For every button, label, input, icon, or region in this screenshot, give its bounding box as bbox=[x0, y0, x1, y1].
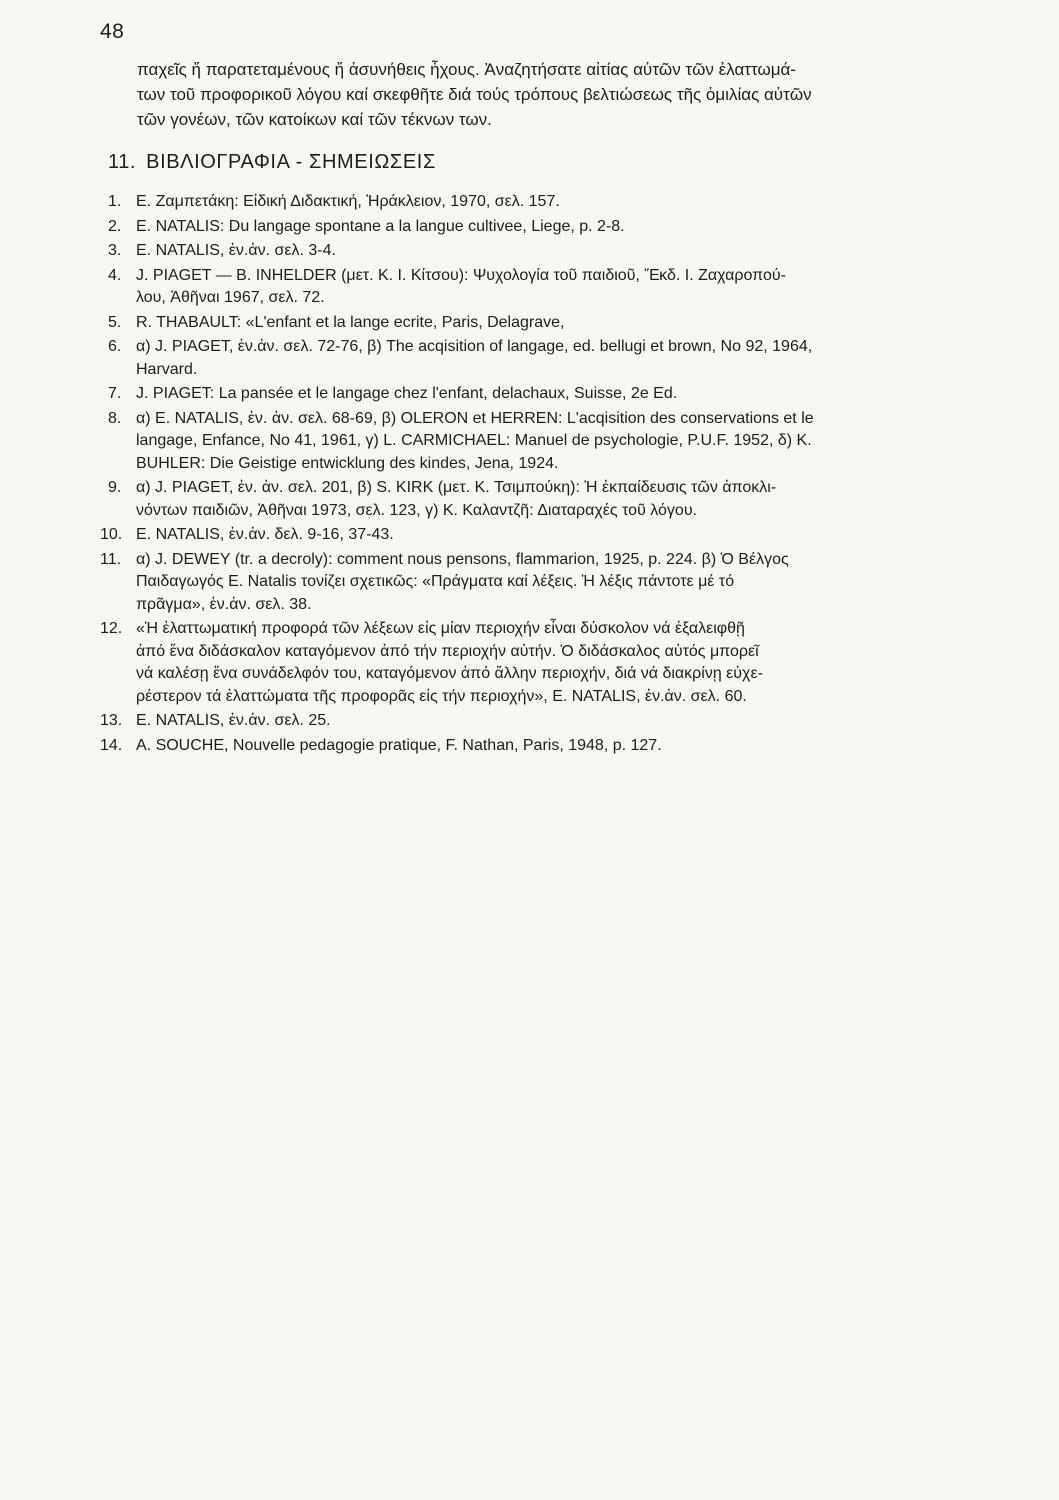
reference-item bbox=[108, 477, 948, 522]
reference-number: 13. bbox=[100, 712, 123, 729]
section-number: 11. bbox=[108, 151, 137, 173]
reference-text-line: E. NATALIS, ἐν.ἀν. σελ. 25. bbox=[136, 712, 331, 729]
reference-number: 8. bbox=[108, 409, 122, 427]
intro-line: τῶν γονέων, τῶν κατοίκων καί τῶν τέκνων των. bbox=[137, 110, 492, 129]
reference-number: 12. bbox=[100, 620, 123, 637]
reference-text-line: E. NATALIS, ἐν.ἀν. σελ. 3-4. bbox=[136, 242, 336, 259]
reference-item bbox=[108, 336, 948, 381]
reference-text-line: νόντων παιδιῶν, Ἀθῆναι 1973, σελ. 123, γ) K. Καλαντζῆ: Διαταραχές τοῦ λόγου. bbox=[136, 501, 698, 519]
reference-number: 5. bbox=[108, 313, 122, 331]
reference-number: 3. bbox=[108, 242, 122, 259]
reference-text-line: langage, Enfance, No 41, 1961, γ) L. CARMICHAEL: Manuel de psychologie, P.U.F. 1952, δ) K. bbox=[136, 432, 812, 449]
reference-number: 9. bbox=[108, 479, 122, 496]
intro-line: των τοῦ προφορικοῦ λόγου καί σκεφθῆτε διά τούς τρόπους βελτιώσεως τῆς ὁμιλίας αὐτῶν bbox=[137, 85, 812, 104]
reference-text-line: E. NATALIS: Du langage spontane a la langue cultivee, Liege, p. 2-8. bbox=[136, 217, 625, 235]
reference-number: 6. bbox=[108, 338, 122, 355]
reference-text-line: Harvard. bbox=[136, 360, 198, 378]
reference-number: 7. bbox=[108, 385, 122, 402]
reference-number: 10. bbox=[100, 526, 123, 543]
reference-list bbox=[100, 191, 948, 759]
reference-text-line: α) E. NATALIS, ἐν. ἀν. σελ. 68-69, β) OLERON et HERREN: L'acqisition des conservations et le bbox=[136, 409, 814, 427]
reference-text-line: A. SOUCHE, Nouvelle pedagogie pratique, F. Nathan, Paris, 1948, p. 127. bbox=[136, 736, 662, 754]
reference-item bbox=[108, 191, 948, 214]
intro-line: παχεῖς ἤ παρατεταμένους ἤ ἀσυνήθεις ἦχους. Ἀναζητήσατε αἰτίας αὐτῶν τῶν ἐλαττωμά- bbox=[137, 60, 797, 79]
reference-number: 1. bbox=[108, 193, 122, 210]
reference-item bbox=[108, 265, 948, 310]
reference-item bbox=[100, 618, 948, 708]
section-heading bbox=[108, 151, 436, 174]
reference-text-line: BUHLER: Die Geistige entwicklung des kindes, Jena, 1924. bbox=[136, 454, 559, 472]
reference-item bbox=[100, 735, 948, 758]
reference-text-line: λου, Ἀθῆναι 1967, σελ. 72. bbox=[136, 289, 325, 306]
reference-text-line: J. PIAGET — B. INHELDER (μετ. K. I. Κίτσου): Ψυχολογία τοῦ παιδιοῦ, Ἔκδ. I. Ζαχαροπού- bbox=[136, 266, 786, 284]
reference-text-line: πρᾶγμα», ἐν.ἀν. σελ. 38. bbox=[136, 595, 312, 613]
reference-number: 11. bbox=[100, 550, 122, 568]
reference-item bbox=[108, 383, 948, 406]
reference-text-line: R. THABAULT: «L'enfant et la lange ecrite, Paris, Delagrave, bbox=[136, 313, 565, 331]
reference-item bbox=[100, 710, 948, 733]
reference-item bbox=[108, 408, 948, 476]
intro-paragraph bbox=[137, 57, 937, 132]
reference-text-line: α) J. PIAGET, ἐν. ἀν. σελ. 201, β) S. KIRK (μετ. K. Τσιμπούκη): Ἡ ἐκπαίδευσις τῶν ἀποκλι- bbox=[136, 479, 777, 496]
reference-text-line: J. PIAGET: La pansée et le langage chez l'enfant, delachaux, Suisse, 2e Ed. bbox=[136, 385, 678, 402]
reference-number: 4. bbox=[108, 266, 122, 284]
section-title: ΒΙΒΛΙΟΓΡΑΦΙΑ - ΣΗΜΕΙΩΣΕΙΣ bbox=[146, 151, 436, 173]
reference-item bbox=[100, 524, 948, 547]
reference-text-line: ἀπό ἕνα διδάσκαλον καταγόμενον ἀπό τήν περιοχήν αὐτήν. Ὁ διδάσκαλος αὐτός μπορεῖ bbox=[136, 642, 759, 660]
reference-item bbox=[108, 240, 948, 263]
reference-text-line: Παιδαγωγός E. Natalis τονίζει σχετικῶς: «Πράγματα καί λέξεις. Ἡ λέξις πάντοτε μέ τό bbox=[136, 573, 735, 590]
reference-text-line: «Ἡ ἐλαττωματική προφορά τῶν λέξεων εἰς μίαν περιοχήν εἶναι δύσκολον νά ἐξαλειφθῇ bbox=[136, 620, 745, 637]
reference-text-line: E. Ζαμπετάκη: Εἰδική Διδακτική, Ἡράκλειον, 1970, σελ. 157. bbox=[136, 193, 560, 210]
reference-item bbox=[108, 216, 948, 239]
reference-number: 2. bbox=[108, 217, 122, 235]
reference-text-line: E. NATALIS, ἐν.ἀν. δελ. 9-16, 37-43. bbox=[136, 526, 394, 543]
reference-item bbox=[108, 312, 948, 335]
reference-text-line: α) J. PIAGET, ἐν.ἀν. σελ. 72-76, β) The acqisition of langage, ed. bellugi et brown, No 92, 1964, bbox=[136, 338, 813, 355]
page-number: 48 bbox=[100, 20, 125, 43]
reference-text-line: ρέστερον τά ἐλαττώματα τῆς προφορᾶς εἰς τήν περιοχήν», E. NATALIS, ἐν.ἀν. σελ. 60. bbox=[136, 687, 747, 705]
reference-number: 14. bbox=[100, 736, 123, 754]
reference-text-line: α) J. DEWEY (tr. a decroly): comment nous pensons, flammarion, 1925, p. 224. β) Ὁ Βέλγος bbox=[136, 550, 789, 568]
reference-item bbox=[100, 549, 948, 617]
reference-text-line: νά καλέσῃ ἕνα συνάδελφόν του, καταγόμενον ἀπό ἄλλην περιοχήν, διά νά διακρίνῃ εὐχε- bbox=[136, 665, 763, 682]
